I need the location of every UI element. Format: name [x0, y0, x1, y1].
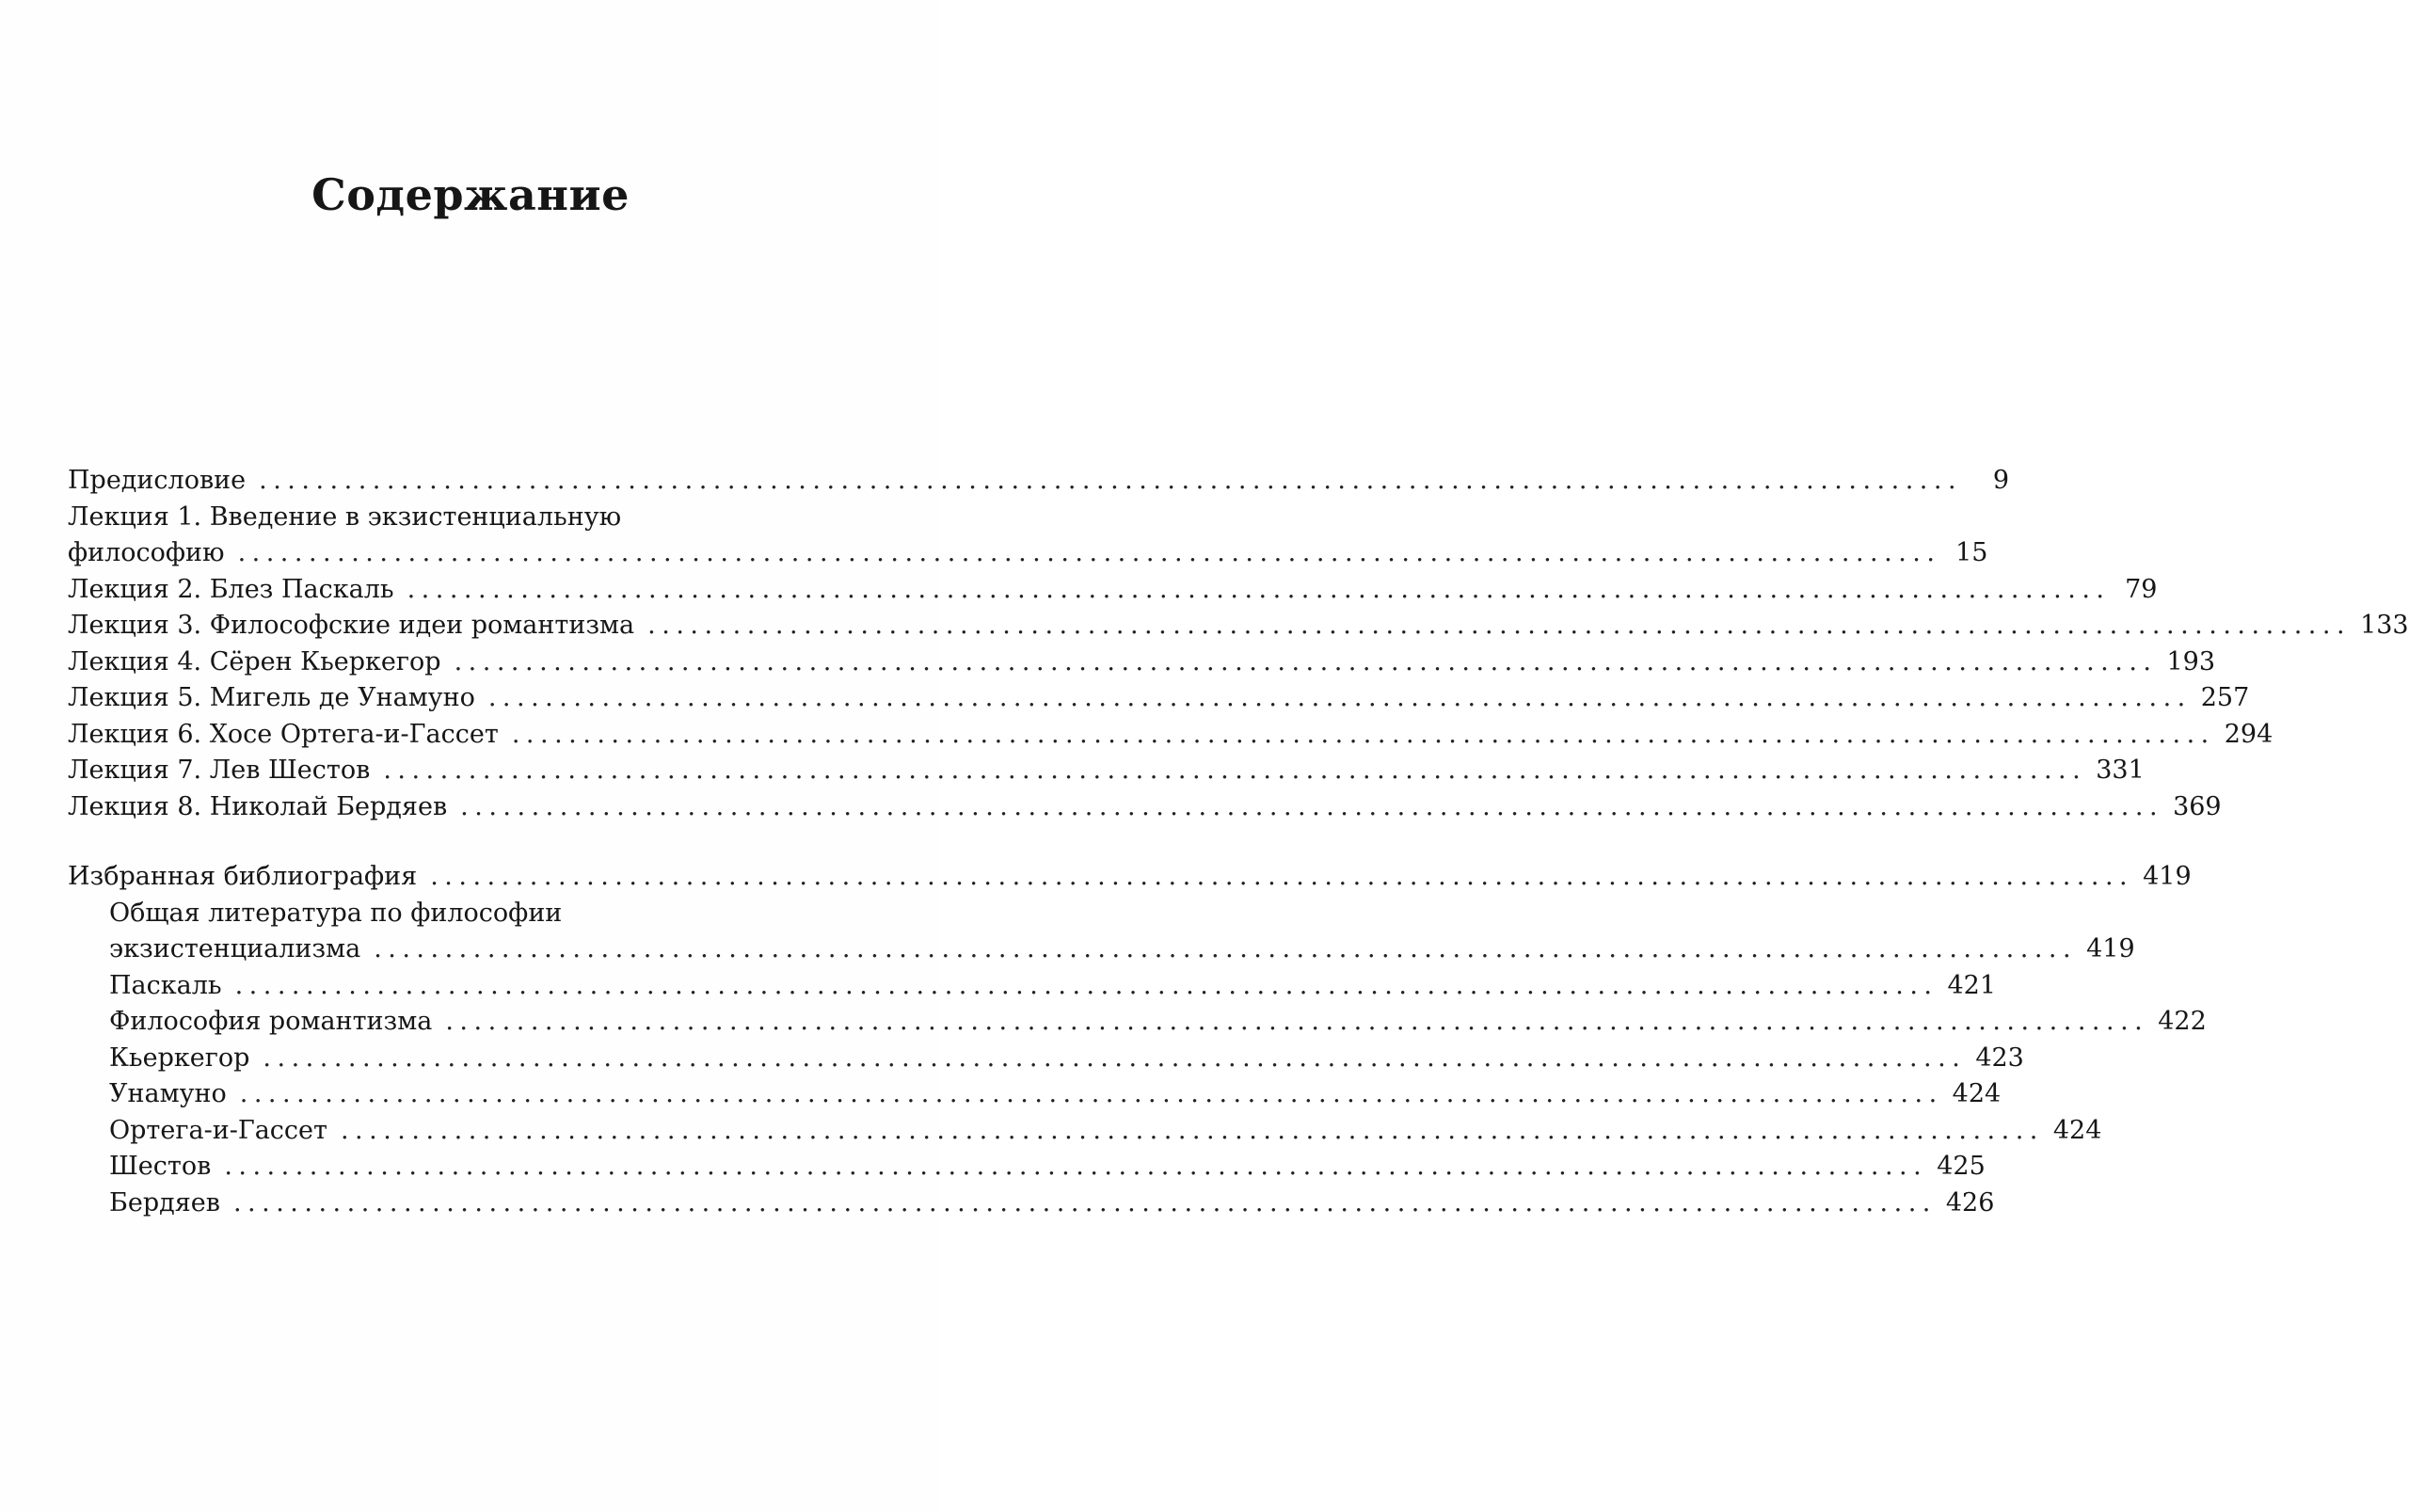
toc-subentry-pascal[interactable]: [68, 968, 1997, 1005]
toc-line: [109, 1004, 2207, 1041]
toc-line: [68, 717, 2273, 754]
toc-entry-label: Лекция 6. Хосе Ортега-и-Гассет: [68, 719, 499, 749]
toc-entry-lecture-8[interactable]: [68, 789, 2222, 826]
toc-line: [68, 859, 2192, 896]
dot-leader: ........................................................................................................................: [445, 1007, 2149, 1036]
toc-subentry-kierkegaard[interactable]: [68, 1041, 2024, 1077]
toc-line: [68, 500, 864, 536]
toc-page-number: 15: [1955, 538, 1988, 567]
toc-page-number: 257: [2200, 683, 2250, 712]
toc-entry-label: Лекция 4. Сёрен Кьеркегор: [68, 646, 441, 676]
toc-entry-label: Паскаль: [109, 970, 222, 1000]
dot-leader: ........................................................................................................................: [430, 862, 2134, 891]
toc-subentry-general[interactable]: [68, 896, 2135, 968]
dot-leader: ........................................................................................................................: [407, 574, 2111, 604]
toc-line: [68, 645, 2216, 681]
toc-entry-label: Философия романтизма: [109, 1007, 433, 1036]
table-of-contents: [68, 463, 2409, 1221]
toc-line: [68, 463, 2010, 500]
toc-line: [68, 535, 1988, 572]
toc-entry-label: Унамуно: [109, 1079, 227, 1108]
toc-line: [68, 789, 2222, 826]
toc-entry-label: Ортега-и-Гассет: [109, 1115, 327, 1145]
toc-entry-label: Шестов: [109, 1152, 212, 1181]
toc-entry-lecture-7[interactable]: [68, 753, 2145, 789]
dot-leader: ........................................................................................................................: [234, 970, 1938, 1000]
toc-page-number: 426: [1945, 1187, 1995, 1218]
dot-leader: ........................................................................................................................: [259, 466, 1963, 495]
toc-entry-label: Лекция 7. Лев Шестов: [68, 756, 371, 785]
toc-entry-label: Избранная библиография: [68, 862, 418, 891]
toc-line: [109, 1076, 2002, 1113]
toc-page-number: 79: [2125, 574, 2158, 604]
dot-leader: ........................................................................................................................: [511, 719, 2215, 749]
toc-line: [109, 1041, 2024, 1077]
toc-entry-lecture-4[interactable]: [68, 645, 2216, 681]
toc-entry-preface[interactable]: [68, 463, 2010, 500]
dot-leader: ........................................................................................................................: [383, 756, 2087, 785]
toc-page-number: 422: [2158, 1007, 2207, 1036]
toc-line: [68, 680, 2250, 717]
dot-leader: ........................................................................................................................: [647, 611, 2352, 640]
toc-entry-label: Предисловие: [68, 466, 247, 495]
toc-page-number: 424: [2052, 1115, 2102, 1145]
toc-entry-label: философию: [68, 538, 225, 567]
toc-page-number: 369: [2173, 791, 2222, 821]
toc-lectures: [68, 463, 2409, 825]
dot-leader: ........................................................................................................................: [454, 646, 2158, 676]
toc-page-number: 423: [1975, 1042, 2024, 1073]
toc-entry-label: Лекция 3. Философские идеи романтизма: [68, 611, 635, 640]
toc-bibliography: [68, 859, 2207, 1221]
dot-leader: ........................................................................................................................: [374, 934, 2078, 963]
toc-entry-label: экзистенциализма: [109, 934, 361, 963]
dot-leader: ........................................................................................................................: [232, 1187, 1937, 1218]
toc-subentry-unamuno[interactable]: [68, 1076, 2002, 1113]
toc-entry-label: Лекция 2. Блез Паскаль: [68, 574, 394, 604]
toc-page-number: 419: [2086, 934, 2135, 963]
toc-entry-lecture-5[interactable]: [68, 680, 2250, 717]
toc-entry-bibliography[interactable]: [68, 859, 2192, 896]
toc-entry-lecture-2[interactable]: [68, 572, 2158, 609]
toc-page-number: 425: [1937, 1152, 1986, 1181]
toc-subentry-romanticism[interactable]: [68, 1004, 2207, 1041]
dot-leader: ........................................................................................................................: [340, 1115, 2044, 1145]
dot-leader: ........................................................................................................................: [224, 1152, 1928, 1181]
toc-subentry-berdyaev[interactable]: [68, 1186, 1995, 1222]
toc-page-number: 193: [2166, 646, 2216, 676]
toc-entry-label: Лекция 5. Мигель де Унамуно: [68, 683, 475, 712]
dot-leader: ........................................................................................................................: [460, 791, 2164, 821]
toc-entry-label: Бердяев: [109, 1187, 220, 1218]
toc-entry-lecture-3[interactable]: [68, 608, 2409, 645]
toc-entry-label-line1: Общая литература по философии: [109, 898, 563, 928]
toc-line: [68, 572, 2158, 609]
toc-entry-label-line1: Лекция 1. Введение в экзистенциальную: [68, 501, 622, 532]
dot-leader: ........................................................................................................................: [487, 683, 2192, 712]
dot-leader: ........................................................................................................................: [239, 1079, 1943, 1108]
toc-page-number: 424: [1952, 1079, 2002, 1108]
toc-entry-lecture-1[interactable]: [68, 500, 1988, 572]
toc-entry-label: Лекция 8. Николай Бердяев: [68, 791, 448, 821]
page-title: Содержание: [311, 169, 630, 220]
toc-line: [68, 753, 2145, 789]
toc-page-number: 9: [1992, 466, 2010, 495]
toc-line: [109, 1186, 1995, 1222]
toc-page-number: 294: [2224, 719, 2273, 749]
toc-line: [109, 1113, 2102, 1150]
toc-line: [109, 896, 864, 932]
toc-page-number: 331: [2096, 756, 2145, 785]
toc-page-number: 421: [1947, 970, 1997, 1000]
toc-line: [109, 1149, 1986, 1186]
toc-subentry-ortega[interactable]: [68, 1113, 2102, 1150]
toc-subentry-shestov[interactable]: [68, 1149, 1986, 1186]
toc-line: [68, 608, 2409, 645]
dot-leader: ........................................................................................................................: [263, 1042, 1967, 1073]
toc-entry-lecture-6[interactable]: [68, 717, 2273, 754]
dot-leader: ........................................................................................................................: [237, 538, 1941, 567]
toc-page-number: 133: [2360, 611, 2409, 640]
toc-line: [109, 931, 2135, 968]
toc-page-number: 419: [2143, 862, 2192, 891]
toc-entry-label: Кьеркегор: [109, 1042, 250, 1073]
toc-line: [109, 968, 1997, 1005]
